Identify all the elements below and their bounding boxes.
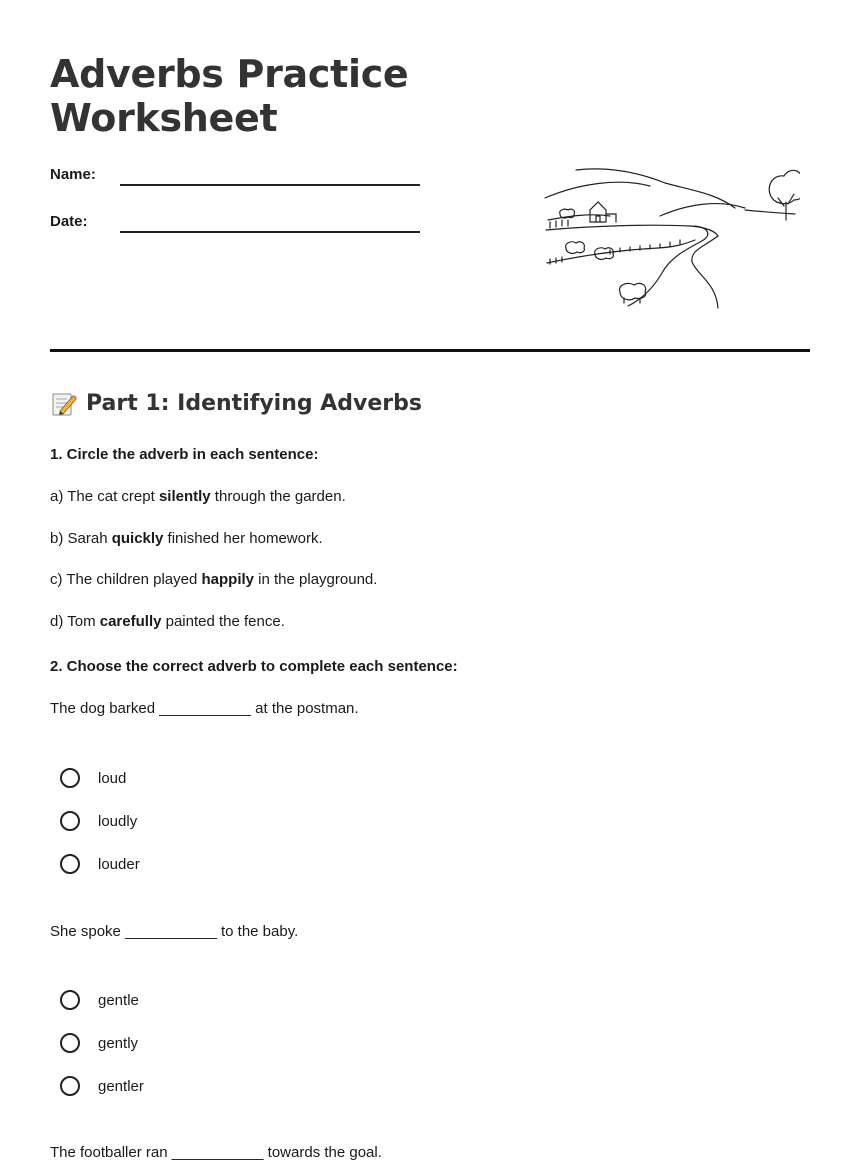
header-divider (50, 349, 810, 352)
countryside-illustration (540, 158, 800, 318)
radio-button[interactable] (60, 1033, 80, 1053)
option-label: loudly (98, 812, 138, 830)
option-loudly[interactable] (60, 808, 138, 834)
sentence-text: through the garden. (210, 488, 346, 505)
adverb-word[interactable]: quickly (111, 530, 164, 547)
fill-sentence-1: The dog barked ___________ at the postman. (50, 700, 359, 717)
radio-button[interactable] (60, 854, 80, 874)
option-label: louder (98, 855, 140, 873)
radio-button[interactable] (60, 811, 80, 831)
option-gently[interactable] (60, 1030, 139, 1056)
radio-button[interactable] (60, 768, 80, 788)
name-line[interactable] (120, 184, 420, 186)
sentence-text: a) The cat crept (50, 488, 159, 505)
option-label: gentle (98, 991, 139, 1009)
option-label: loud (98, 769, 127, 787)
sentence-text: b) Sarah (50, 530, 112, 547)
sentence-c (50, 571, 377, 588)
option-gentle[interactable] (60, 987, 139, 1013)
part1-heading (50, 389, 422, 417)
radio-button[interactable] (60, 990, 80, 1010)
sentence-a (50, 488, 346, 505)
adverb-word[interactable]: happily (201, 571, 254, 588)
date-label: Date: (50, 213, 88, 230)
sentence-text: finished her homework. (163, 530, 323, 547)
sentence-b (50, 530, 323, 547)
adverb-word[interactable]: carefully (99, 613, 162, 630)
question-2-prompt: 2. Choose the correct adverb to complete each sentence: (50, 658, 458, 675)
sentence-text: painted the fence. (161, 613, 285, 630)
sentence-text: d) Tom (50, 613, 100, 630)
name-label: Name: (50, 166, 96, 183)
date-line[interactable] (120, 231, 420, 233)
memo-pencil-icon (50, 389, 78, 417)
worksheet-title: Adverbs Practice Worksheet (50, 52, 409, 140)
fill-sentence-2: She spoke ___________ to the baby. (50, 923, 299, 940)
question-1-prompt: 1. Circle the adverb in each sentence: (50, 446, 319, 463)
option-label: gentler (98, 1077, 144, 1095)
part1-heading-text: Part 1: Identifying Adverbs (86, 390, 422, 416)
option-louder[interactable] (60, 851, 140, 877)
sentence-d (50, 613, 285, 630)
option-label: gently (98, 1034, 139, 1052)
sentence-text: c) The children played (50, 571, 202, 588)
option-gentler[interactable] (60, 1073, 144, 1099)
option-loud[interactable] (60, 765, 127, 791)
radio-button[interactable] (60, 1076, 80, 1096)
sentence-text: in the playground. (254, 571, 378, 588)
fill-sentence-3: The footballer ran ___________ towards the goal. (50, 1144, 382, 1161)
adverb-word[interactable]: silently (158, 488, 211, 505)
